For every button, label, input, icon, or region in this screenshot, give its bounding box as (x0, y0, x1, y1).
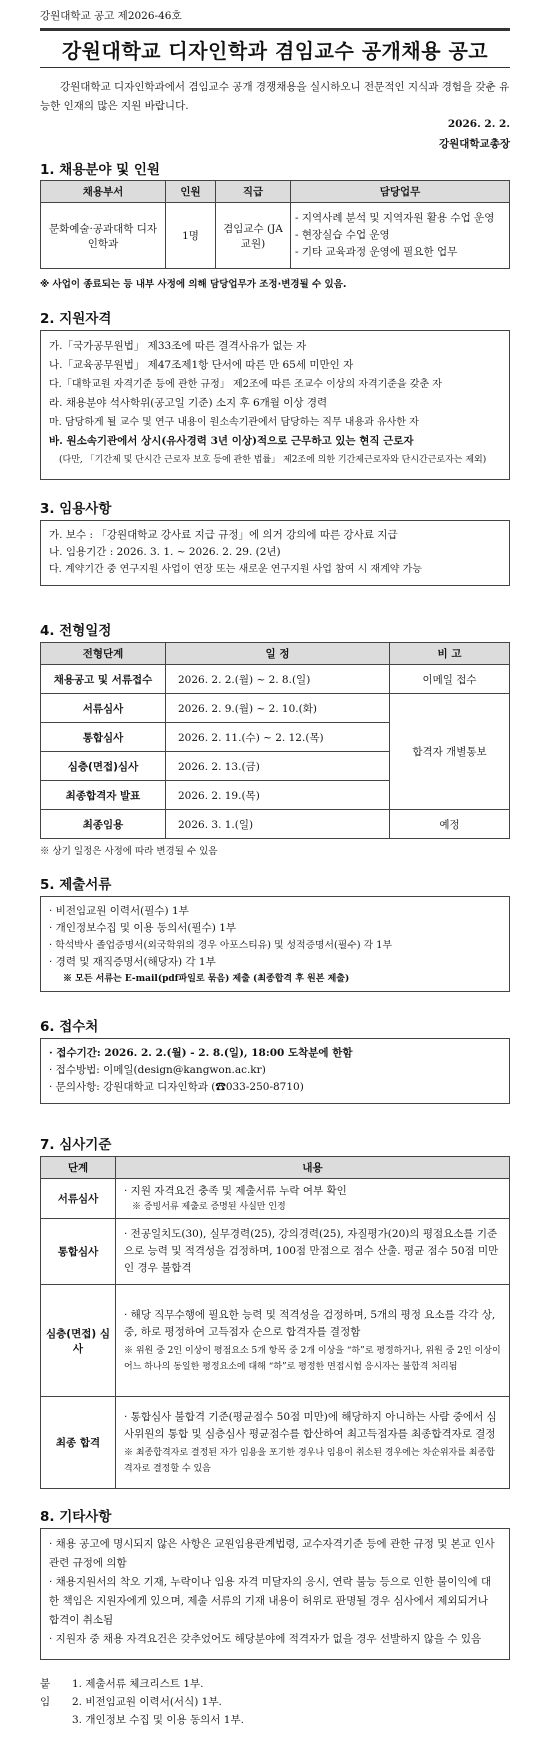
section-2-heading: 2. 지원자격 (40, 311, 112, 327)
schedule-remark: 예정 (390, 810, 510, 839)
document-item: · 개인정보수집 및 이용 동의서(필수) 1부 (49, 922, 237, 934)
criteria-stage: 서류심사 (41, 1179, 116, 1219)
criteria-stage: 통합심사 (41, 1219, 116, 1285)
appointment-item: 나. 임용기간 : 2026. 3. 1. ~ 2026. 2. 29. (2년) (49, 546, 281, 558)
attachments-list (72, 1675, 372, 1729)
schedule-stage: 통합심사 (41, 723, 166, 752)
schedule-date: 2026. 2. 11.(수) ~ 2. 12.(목) (166, 723, 390, 752)
criteria-line: · 통합심사 불합격 기준(평균점수 50점 미만)에 해당하지 아니하는 사람 중에서 심사위원의 통합 및 심층심사 평균점수를 합산하여 최고득점자를 최종합격자로 결정 (124, 1410, 497, 1440)
notice-date: 2026. 2. 2. (447, 118, 510, 130)
header-stage: 전형단계 (41, 643, 166, 665)
header-schedule: 일 정 (166, 643, 390, 665)
schedule-date: 2026. 2. 19.(목) (166, 781, 390, 810)
schedule-table (40, 642, 510, 839)
header-remark: 비 고 (390, 643, 510, 665)
section-1-heading: 1. 채용분야 및 인원 (40, 162, 160, 178)
schedule-date: 2026. 2. 9.(월) ~ 2. 10.(화) (166, 694, 390, 723)
header-duties: 담당업무 (291, 181, 510, 203)
header-phase: 단계 (41, 1157, 116, 1179)
section-4-note: ※ 상기 일정은 사정에 따라 변경될 수 있음 (40, 846, 218, 857)
criteria-line: · 지원 자격요건 충족 및 제출서류 누락 여부 확인 (124, 1184, 347, 1197)
section-2-box (40, 330, 510, 480)
criteria-line: ※ 위원 중 2인 이상이 평점요소 5개 항목 중 2개 이상을 “하”로 평정하거나, 위원 중 2인 이상이 어느 하나의 동일한 평정요소에 대해 “하”로 평정한 면접시험 응시자는 불합격 처리됨 (124, 1345, 501, 1372)
header-rank: 직급 (216, 181, 291, 203)
document-item: · 학석박사 졸업증명서(외국학위의 경우 아포스티유) 및 성적증명서(필수) 각 1부 (49, 940, 392, 951)
criteria-line: ※ 증빙서류 제출로 증명된 사실만 인정 (132, 1201, 286, 1212)
qualification-item: 바. 원소속기관에서 상시(유사경력 3년 이상)적으로 근무하고 있는 현직 근로자 (49, 435, 414, 447)
criteria-content (116, 1179, 510, 1219)
section-3-heading: 3. 임용사항 (40, 501, 112, 517)
criteria-line: · 해당 직무수행에 필요한 능력 및 적격성을 검정하며, 5개의 평정 요소를 각각 상, 중, 하로 평정하여 고득점자 순으로 합격자를 결정함 (124, 1308, 496, 1338)
criteria-line: ※ 최종합격자로 결정된 자가 임용을 포기한 경우나 임용이 취소된 경우에는 차순위자를 최종합격자로 결정할 수 있음 (124, 1447, 495, 1474)
criteria-stage: 심층(면접) 심사 (41, 1285, 116, 1397)
other-item: · 채용 공고에 명시되지 않은 사항은 교원임용관계법령, 교수자격기준 등에 관한 규정 및 본교 인사 관련 규정에 의함 (49, 1538, 495, 1569)
doc-number: 강원대학교 공고 제2026-46호 (40, 10, 182, 22)
section-1-note: ※ 사업이 종료되는 등 내부 사정에 의해 담당업무가 조정·변경될 수 있음. (40, 279, 347, 290)
document-note: ※ 모든 서류는 E-mail(pdf파일로 묶음) 제출 (최종합격 후 원본 제출) (63, 974, 350, 984)
schedule-stage: 채용공고 및 서류접수 (41, 665, 166, 694)
appointment-item: 다. 계약기간 중 연구지원 사업이 연장 또는 새로운 연구지원 사업 참여 시 재계약 가능 (49, 564, 422, 575)
attachment-item: 1. 제출서류 체크리스트 1부. (72, 1678, 204, 1690)
intro-text: 강원대학교 디자인학과에서 겸임교수 공개 경쟁채용을 실시하오니 전문적인 지식과 경험을 갖춘 유능한 인재의 많은 지원 바랍니다. (40, 81, 510, 112)
other-item: · 지원자 중 채용 자격요건은 갖추었어도 해당분야에 적격자가 없을 경우 선발하지 않을 수 있음 (49, 1633, 482, 1645)
section-5-box (40, 896, 510, 992)
title-box (40, 28, 510, 68)
signer: 강원대학교총장 (438, 138, 510, 150)
criteria-content (116, 1219, 510, 1285)
attachment-item: 3. 개인정보 수집 및 이용 동의서 1부. (72, 1714, 244, 1726)
document-item: · 경력 및 재직증명서(해당자) 각 1부 (49, 956, 216, 968)
other-item: · 채용지원서의 착오 기재, 누락이나 임용 자격 미달자의 응시, 연락 불능 등으로 인한 불이익에 대한 책임은 지원자에게 있으며, 제출 서류의 기재 내용이 허위로 판명될 경우 심사에서 제외되거나 합격이 취소됨 (49, 1576, 492, 1626)
section-8-box (40, 1528, 510, 1660)
qualification-item: 라. 채용분야 석사학위(공고일 기준) 소지 후 6개월 이상 경력 (49, 397, 328, 409)
qualification-item: 마. 담당하게 될 교수 및 연구 내용이 원소속기관에서 담당하는 직무 내용과 유사한 자 (49, 417, 419, 428)
cell-duties (291, 203, 510, 269)
schedule-stage: 심층(면접)심사 (41, 752, 166, 781)
schedule-remark: 합격자 개별통보 (390, 694, 510, 810)
duty-item: - 지역사례 분석 및 지역자원 활용 수업 운영 (295, 212, 495, 224)
section-3-box (40, 520, 510, 586)
section-4-heading: 4. 전형일정 (40, 623, 112, 639)
cell-rank: 겸임교수 (JA교원) (216, 203, 291, 269)
criteria-content (116, 1397, 510, 1489)
duty-item: - 기타 교육과정 운영에 필요한 업무 (295, 246, 458, 258)
header-content: 내용 (116, 1157, 510, 1179)
qualification-item: 나.「교육공무원법」 제47조제1항 단서에 따른 만 65세 미만인 자 (49, 359, 354, 371)
header-count: 인원 (166, 181, 216, 203)
section-8-heading: 8. 기타사항 (40, 1509, 112, 1525)
document-item: · 비전임교원 이력서(필수) 1부 (49, 905, 189, 917)
schedule-stage: 최종임용 (41, 810, 166, 839)
criteria-line: · 전공일치도(30), 실무경력(25), 강의경력(25), 자질평가(20)의 평점요소를 기준으로 능력 및 적격성을 검정하며, 100점 만점으로 점수 산출. 평균 점수 50점 미만인 경우 불합격 (124, 1228, 499, 1274)
section-6-heading: 6. 접수처 (40, 1019, 99, 1035)
section-6-box (40, 1038, 510, 1104)
qualification-item: 가.「국가공무원법」 제33조에 따른 결격사유가 없는 자 (49, 340, 307, 352)
reception-method: · 접수방법: 이메일(design@kangwon.ac.kr) (49, 1064, 266, 1076)
schedule-date: 2026. 2. 2.(월) ~ 2. 8.(일) (166, 665, 390, 694)
schedule-remark: 이메일 접수 (390, 665, 510, 694)
schedule-date: 2026. 2. 13.(금) (166, 752, 390, 781)
cell-count: 1명 (166, 203, 216, 269)
page-title: 강원대학교 디자인학과 겸임교수 공개채용 공고 (61, 38, 489, 63)
attachment-item: 2. 비전임교원 이력서(서식) 1부. (72, 1696, 222, 1708)
schedule-stage: 최종합격자 발표 (41, 781, 166, 810)
criteria-table (40, 1156, 510, 1489)
section-7-heading: 7. 심사기준 (40, 1137, 112, 1153)
attachments-label: 붙임 (40, 1678, 51, 1708)
reception-period: · 접수기간: 2026. 2. 2.(월) - 2. 8.(일), 18:00 도착분에 한함 (49, 1047, 353, 1059)
section-5-heading: 5. 제출서류 (40, 877, 112, 893)
criteria-content (116, 1285, 510, 1397)
qualification-sub: (다만, 「기간제 및 단시간 근로자 보호 등에 관한 법률」 제2조에 의한 기간제근로자와 단시간근로자는 제외) (59, 455, 487, 465)
section-1-table (40, 180, 510, 269)
schedule-date: 2026. 3. 1.(일) (166, 810, 390, 839)
qualification-item: 다.「대학교원 자격기준 등에 관한 규정」 제2조에 따른 조교수 이상의 자격기준을 갖춘 자 (49, 379, 442, 390)
duty-item: - 현장실습 수업 운영 (295, 229, 390, 241)
schedule-stage: 서류심사 (41, 694, 166, 723)
header-dept: 채용부서 (41, 181, 166, 203)
cell-dept: 문화예술·공과대학 디자인학과 (41, 203, 166, 269)
criteria-stage: 최종 합격 (41, 1397, 116, 1489)
appointment-item: 가. 보수 : 「강원대학교 강사료 지급 규정」에 의거 강의에 따른 강사료 지급 (49, 529, 398, 541)
reception-contact: · 문의사항: 강원대학교 디자인학과 (☎033-250-8710) (49, 1081, 304, 1093)
